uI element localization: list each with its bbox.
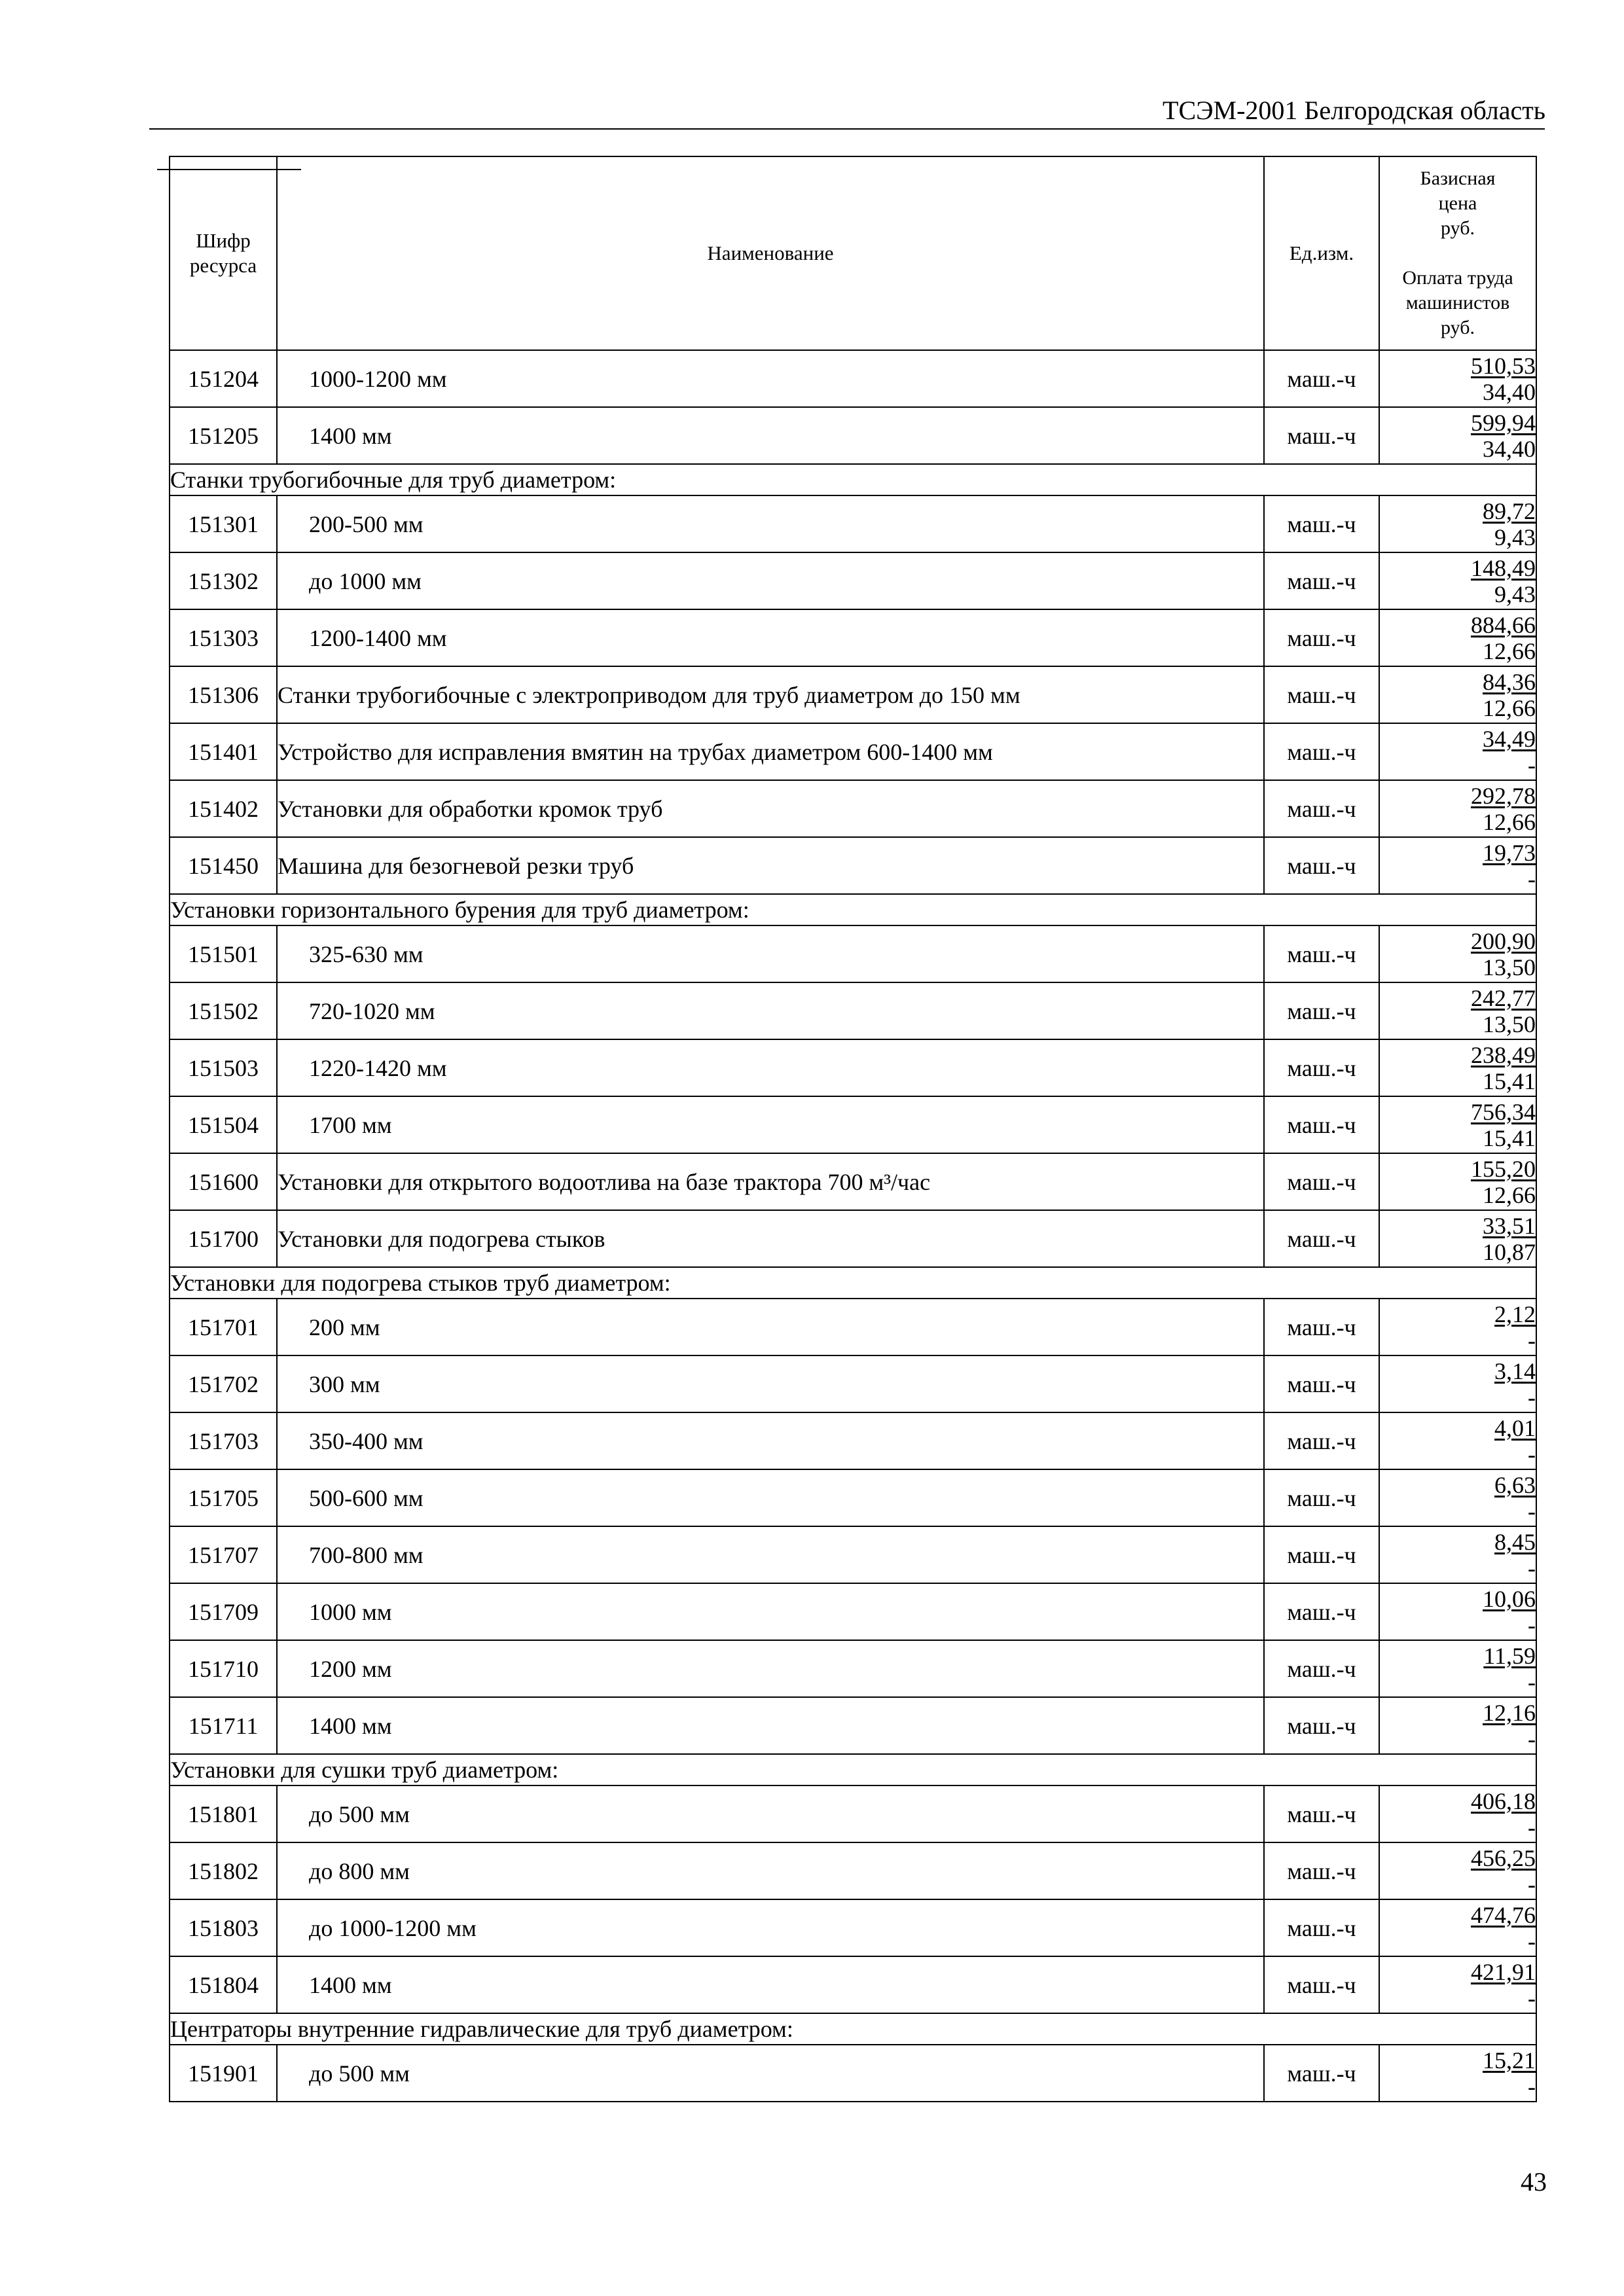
unit-of-measure: маш.-ч bbox=[1264, 1412, 1379, 1469]
price-cell bbox=[1379, 1842, 1536, 1899]
price-cell bbox=[1379, 982, 1536, 1039]
operator-labor-cost: - bbox=[1528, 1668, 1536, 1695]
operator-labor-cost: - bbox=[1528, 751, 1536, 778]
operator-labor-cost: 9,43 bbox=[1494, 581, 1536, 607]
resource-name-cell bbox=[277, 1355, 1264, 1412]
base-price: 756,34 bbox=[1471, 1098, 1536, 1125]
operator-labor-cost: - bbox=[1528, 1327, 1536, 1354]
table-row bbox=[170, 1640, 1536, 1697]
unit-of-measure: маш.-ч bbox=[1264, 1355, 1379, 1412]
resource-name-cell bbox=[277, 1697, 1264, 1754]
table-row bbox=[170, 1412, 1536, 1469]
operator-labor-cost: 10,87 bbox=[1483, 1238, 1536, 1265]
resource-name: Станки трубогибочные с электроприводом для труб диаметром до 150 мм bbox=[278, 681, 1020, 708]
resource-name: 700-800 мм bbox=[309, 1541, 424, 1568]
unit-of-measure: маш.-ч bbox=[1264, 723, 1379, 780]
table-row bbox=[170, 1956, 1536, 2013]
group-row bbox=[170, 464, 1536, 495]
table-row bbox=[170, 2045, 1536, 2102]
price-cell bbox=[1379, 1412, 1536, 1469]
group-title: Установки горизонтального бурения для труб диаметром: bbox=[170, 894, 1536, 925]
price-cell bbox=[1379, 666, 1536, 723]
price-cell bbox=[1379, 1355, 1536, 1412]
resource-name: Машина для безогневой резки труб bbox=[278, 852, 634, 879]
resource-name-cell bbox=[277, 1210, 1264, 1267]
resource-name: 200 мм bbox=[309, 1314, 380, 1340]
resource-code: 151801 bbox=[170, 1785, 277, 1842]
price-cell bbox=[1379, 2045, 1536, 2102]
resource-code: 151804 bbox=[170, 1956, 277, 2013]
base-price: 11,59 bbox=[1483, 1642, 1536, 1669]
group-row bbox=[170, 2013, 1536, 2045]
resource-code: 151502 bbox=[170, 982, 277, 1039]
resource-code: 151700 bbox=[170, 1210, 277, 1267]
base-price: 15,21 bbox=[1483, 2047, 1536, 2073]
price-cell bbox=[1379, 1469, 1536, 1526]
resource-name-cell bbox=[277, 1153, 1264, 1210]
resource-code: 151450 bbox=[170, 837, 277, 894]
resource-name: 1200-1400 мм bbox=[309, 624, 447, 651]
unit-of-measure: маш.-ч bbox=[1264, 1583, 1379, 1640]
resource-name-cell bbox=[277, 1096, 1264, 1153]
resource-name: 200-500 мм bbox=[309, 511, 424, 537]
group-row bbox=[170, 1754, 1536, 1785]
price-cell bbox=[1379, 1697, 1536, 1754]
resource-name-cell bbox=[277, 925, 1264, 982]
operator-labor-cost: 15,41 bbox=[1483, 1067, 1536, 1094]
unit-of-measure: маш.-ч bbox=[1264, 609, 1379, 666]
resource-name: 720-1020 мм bbox=[309, 997, 435, 1024]
resource-code: 151711 bbox=[170, 1697, 277, 1754]
resource-name-cell bbox=[277, 552, 1264, 609]
base-price: 200,90 bbox=[1471, 927, 1536, 954]
unit-of-measure: маш.-ч bbox=[1264, 552, 1379, 609]
price-cell bbox=[1379, 609, 1536, 666]
resource-code: 151709 bbox=[170, 1583, 277, 1640]
resource-name: 1700 мм bbox=[309, 1111, 392, 1138]
table-row bbox=[170, 982, 1536, 1039]
operator-labor-cost: 34,40 bbox=[1483, 435, 1536, 462]
base-price: 884,66 bbox=[1471, 611, 1536, 638]
unit-of-measure: маш.-ч bbox=[1264, 495, 1379, 552]
unit-of-measure: маш.-ч bbox=[1264, 1526, 1379, 1583]
resource-name-cell bbox=[277, 1785, 1264, 1842]
table-row bbox=[170, 1096, 1536, 1153]
unit-of-measure: маш.-ч bbox=[1264, 1039, 1379, 1096]
unit-of-measure: маш.-ч bbox=[1264, 1210, 1379, 1267]
table-row bbox=[170, 552, 1536, 609]
unit-of-measure: маш.-ч bbox=[1264, 666, 1379, 723]
base-price: 155,20 bbox=[1471, 1155, 1536, 1182]
header-divider bbox=[149, 128, 1545, 130]
resource-name-cell bbox=[277, 1956, 1264, 2013]
resource-name: 350-400 мм bbox=[309, 1427, 424, 1454]
operator-labor-cost: - bbox=[1528, 1441, 1536, 1467]
unit-of-measure: маш.-ч bbox=[1264, 1153, 1379, 1210]
resource-name: до 800 мм bbox=[309, 1857, 410, 1884]
price-cell bbox=[1379, 837, 1536, 894]
base-price: 456,25 bbox=[1471, 1844, 1536, 1871]
resource-code: 151705 bbox=[170, 1469, 277, 1526]
resource-code: 151701 bbox=[170, 1299, 277, 1355]
base-price: 33,51 bbox=[1483, 1212, 1536, 1239]
header-price-line2: цена bbox=[1438, 192, 1477, 214]
resource-name-cell bbox=[277, 495, 1264, 552]
resource-name: до 500 мм bbox=[309, 1801, 410, 1827]
header-code-line: ресурса bbox=[189, 254, 257, 277]
operator-labor-cost: 34,40 bbox=[1483, 378, 1536, 405]
price-cell bbox=[1379, 1956, 1536, 2013]
table-row bbox=[170, 1583, 1536, 1640]
resource-code: 151204 bbox=[170, 350, 277, 407]
resource-name: Установки для обработки кромок труб bbox=[278, 795, 663, 822]
unit-of-measure: маш.-ч bbox=[1264, 1640, 1379, 1697]
table-row bbox=[170, 1469, 1536, 1526]
base-price: 84,36 bbox=[1483, 668, 1536, 695]
resource-name-cell bbox=[277, 407, 1264, 464]
resource-code: 151901 bbox=[170, 2045, 277, 2102]
resource-name: 1400 мм bbox=[309, 422, 392, 449]
header-price-line6: руб. bbox=[1441, 317, 1475, 338]
unit-of-measure: маш.-ч bbox=[1264, 1096, 1379, 1153]
resource-name-cell bbox=[277, 666, 1264, 723]
table-row bbox=[170, 1785, 1536, 1842]
resource-code: 151703 bbox=[170, 1412, 277, 1469]
resource-name: до 1000-1200 мм bbox=[309, 1914, 477, 1941]
table-row bbox=[170, 1039, 1536, 1096]
unit-of-measure: маш.-ч bbox=[1264, 1299, 1379, 1355]
table-row bbox=[170, 407, 1536, 464]
base-price: 34,49 bbox=[1483, 725, 1536, 752]
unit-of-measure: маш.-ч bbox=[1264, 350, 1379, 407]
resource-name-cell bbox=[277, 2045, 1264, 2102]
resource-code: 151707 bbox=[170, 1526, 277, 1583]
header-price bbox=[1379, 156, 1536, 350]
resource-name-cell bbox=[277, 1412, 1264, 1469]
table-row bbox=[170, 837, 1536, 894]
price-cell bbox=[1379, 1899, 1536, 1956]
operator-labor-cost: 13,50 bbox=[1483, 954, 1536, 980]
base-price: 421,91 bbox=[1471, 1958, 1536, 1985]
group-title: Станки трубогибочные для труб диаметром: bbox=[170, 464, 1536, 495]
resource-code: 151503 bbox=[170, 1039, 277, 1096]
price-cell bbox=[1379, 495, 1536, 552]
price-cell bbox=[1379, 1039, 1536, 1096]
table-row bbox=[170, 1210, 1536, 1267]
header-name: Наименование bbox=[277, 156, 1264, 350]
resource-code: 151802 bbox=[170, 1842, 277, 1899]
operator-labor-cost: 13,50 bbox=[1483, 1011, 1536, 1037]
resource-code: 151504 bbox=[170, 1096, 277, 1153]
header-price-line1: Базисная bbox=[1420, 168, 1496, 189]
resource-name: до 500 мм bbox=[309, 2060, 410, 2087]
header-unit: Ед.изм. bbox=[1264, 156, 1379, 350]
price-cell bbox=[1379, 1640, 1536, 1697]
operator-labor-cost: - bbox=[1528, 1384, 1536, 1410]
unit-of-measure: маш.-ч bbox=[1264, 2045, 1379, 2102]
header-price-line4: Оплата труда bbox=[1402, 267, 1513, 289]
price-cell bbox=[1379, 552, 1536, 609]
resource-name: 300 мм bbox=[309, 1371, 380, 1397]
table-row bbox=[170, 780, 1536, 837]
operator-labor-cost: - bbox=[1528, 865, 1536, 892]
price-cell bbox=[1379, 925, 1536, 982]
base-price: 12,16 bbox=[1483, 1699, 1536, 1726]
table-row bbox=[170, 1153, 1536, 1210]
resource-name-cell bbox=[277, 1469, 1264, 1526]
resource-name-cell bbox=[277, 1842, 1264, 1899]
operator-labor-cost: 9,43 bbox=[1494, 524, 1536, 550]
unit-of-measure: маш.-ч bbox=[1264, 1956, 1379, 2013]
table-row bbox=[170, 1697, 1536, 1754]
unit-of-measure: маш.-ч bbox=[1264, 780, 1379, 837]
price-cell bbox=[1379, 1299, 1536, 1355]
table-row bbox=[170, 1899, 1536, 1956]
unit-of-measure: маш.-ч bbox=[1264, 407, 1379, 464]
table-header bbox=[170, 156, 1536, 350]
resource-code: 151710 bbox=[170, 1640, 277, 1697]
price-cell bbox=[1379, 1096, 1536, 1153]
operator-labor-cost: 12,66 bbox=[1483, 694, 1536, 721]
resource-name-cell bbox=[277, 1899, 1264, 1956]
resource-price-table bbox=[169, 156, 1537, 2102]
resource-code: 151702 bbox=[170, 1355, 277, 1412]
table-row bbox=[170, 723, 1536, 780]
base-price: 406,18 bbox=[1471, 1787, 1536, 1814]
base-price: 3,14 bbox=[1494, 1357, 1536, 1384]
resource-name: 1000 мм bbox=[309, 1598, 392, 1625]
group-row bbox=[170, 894, 1536, 925]
base-price: 599,94 bbox=[1471, 409, 1536, 436]
table-row bbox=[170, 495, 1536, 552]
base-price: 6,63 bbox=[1494, 1471, 1536, 1498]
price-cell bbox=[1379, 780, 1536, 837]
price-cell bbox=[1379, 350, 1536, 407]
resource-name: 325-630 мм bbox=[309, 941, 424, 967]
unit-of-measure: маш.-ч bbox=[1264, 837, 1379, 894]
price-cell bbox=[1379, 407, 1536, 464]
operator-labor-cost: - bbox=[1528, 1814, 1536, 1840]
price-cell bbox=[1379, 723, 1536, 780]
table-row bbox=[170, 1355, 1536, 1412]
group-row bbox=[170, 1267, 1536, 1299]
operator-labor-cost: - bbox=[1528, 1611, 1536, 1638]
header-price-line5: машинистов bbox=[1405, 292, 1510, 314]
resource-name-cell bbox=[277, 1640, 1264, 1697]
operator-labor-cost: - bbox=[1528, 1725, 1536, 1752]
table-row bbox=[170, 1842, 1536, 1899]
table-row bbox=[170, 1299, 1536, 1355]
operator-labor-cost: 12,66 bbox=[1483, 637, 1536, 664]
operator-labor-cost: 12,66 bbox=[1483, 808, 1536, 835]
group-title: Установки для подогрева стыков труб диаметром: bbox=[170, 1267, 1536, 1299]
resource-name: 1220-1420 мм bbox=[309, 1054, 447, 1081]
resource-name-cell bbox=[277, 1299, 1264, 1355]
resource-code: 151302 bbox=[170, 552, 277, 609]
resource-name: Устройство для исправления вмятин на трубах диаметром 600-1400 мм bbox=[278, 738, 993, 765]
resource-name-cell bbox=[277, 982, 1264, 1039]
operator-labor-cost: - bbox=[1528, 1498, 1536, 1524]
resource-name: Установки для подогрева стыков bbox=[278, 1225, 605, 1252]
base-price: 2,12 bbox=[1494, 1300, 1536, 1327]
resource-name-cell bbox=[277, 723, 1264, 780]
base-price: 292,78 bbox=[1471, 782, 1536, 809]
price-cell bbox=[1379, 1210, 1536, 1267]
page-number: 43 bbox=[1521, 2167, 1547, 2197]
document-title: ТСЭМ-2001 Белгородская область bbox=[1163, 96, 1545, 125]
unit-of-measure: маш.-ч bbox=[1264, 1842, 1379, 1899]
table-row bbox=[170, 666, 1536, 723]
unit-of-measure: маш.-ч bbox=[1264, 1785, 1379, 1842]
operator-labor-cost: - bbox=[1528, 1984, 1536, 2011]
operator-labor-cost: 15,41 bbox=[1483, 1124, 1536, 1151]
resource-name: 1000-1200 мм bbox=[309, 365, 447, 392]
resource-name: Установки для открытого водоотлива на базе трактора 700 м³/час bbox=[278, 1168, 931, 1195]
resource-name: 500-600 мм bbox=[309, 1484, 424, 1511]
resource-name: 1200 мм bbox=[309, 1655, 392, 1682]
resource-code: 151205 bbox=[170, 407, 277, 464]
price-cell bbox=[1379, 1153, 1536, 1210]
table-body bbox=[170, 350, 1536, 2102]
resource-name-cell bbox=[277, 837, 1264, 894]
base-price: 19,73 bbox=[1483, 839, 1536, 866]
base-price: 474,76 bbox=[1471, 1901, 1536, 1928]
resource-name: 1400 мм bbox=[309, 1971, 392, 1998]
price-cell bbox=[1379, 1526, 1536, 1583]
resource-name-cell bbox=[277, 609, 1264, 666]
table-row bbox=[170, 350, 1536, 407]
unit-of-measure: маш.-ч bbox=[1264, 925, 1379, 982]
resource-name-cell bbox=[277, 1526, 1264, 1583]
unit-of-measure: маш.-ч bbox=[1264, 1697, 1379, 1754]
table-row bbox=[170, 1526, 1536, 1583]
group-title: Установки для сушки труб диаметром: bbox=[170, 1754, 1536, 1785]
base-price: 8,45 bbox=[1494, 1528, 1536, 1555]
resource-code: 151306 bbox=[170, 666, 277, 723]
base-price: 148,49 bbox=[1471, 554, 1536, 581]
base-price: 10,06 bbox=[1483, 1585, 1536, 1612]
base-price: 238,49 bbox=[1471, 1041, 1536, 1068]
table-row bbox=[170, 925, 1536, 982]
resource-name: до 1000 мм bbox=[309, 567, 422, 594]
resource-name-cell bbox=[277, 1583, 1264, 1640]
resource-name-cell bbox=[277, 350, 1264, 407]
operator-labor-cost: - bbox=[1528, 1554, 1536, 1581]
base-price: 4,01 bbox=[1494, 1414, 1536, 1441]
base-price: 89,72 bbox=[1483, 497, 1536, 524]
resource-name: 1400 мм bbox=[309, 1712, 392, 1739]
resource-code: 151401 bbox=[170, 723, 277, 780]
base-price: 242,77 bbox=[1471, 984, 1536, 1011]
resource-name-cell bbox=[277, 1039, 1264, 1096]
resource-code: 151501 bbox=[170, 925, 277, 982]
resource-name-cell bbox=[277, 780, 1264, 837]
unit-of-measure: маш.-ч bbox=[1264, 1469, 1379, 1526]
header-code bbox=[170, 156, 277, 350]
resource-code: 151600 bbox=[170, 1153, 277, 1210]
price-cell bbox=[1379, 1785, 1536, 1842]
resource-code: 151402 bbox=[170, 780, 277, 837]
table-row bbox=[170, 609, 1536, 666]
resource-code: 151301 bbox=[170, 495, 277, 552]
base-price: 510,53 bbox=[1471, 352, 1536, 379]
unit-of-measure: маш.-ч bbox=[1264, 982, 1379, 1039]
resource-code: 151303 bbox=[170, 609, 277, 666]
unit-of-measure: маш.-ч bbox=[1264, 1899, 1379, 1956]
operator-labor-cost: - bbox=[1528, 2073, 1536, 2100]
operator-labor-cost: - bbox=[1528, 1871, 1536, 1897]
group-title: Центраторы внутренние гидравлические для труб диаметром: bbox=[170, 2013, 1536, 2045]
header-price-line3: руб. bbox=[1441, 217, 1475, 239]
operator-labor-cost: - bbox=[1528, 1928, 1536, 1954]
resource-code: 151803 bbox=[170, 1899, 277, 1956]
header-code-line: Шифр bbox=[196, 229, 251, 252]
price-cell bbox=[1379, 1583, 1536, 1640]
operator-labor-cost: 12,66 bbox=[1483, 1181, 1536, 1208]
